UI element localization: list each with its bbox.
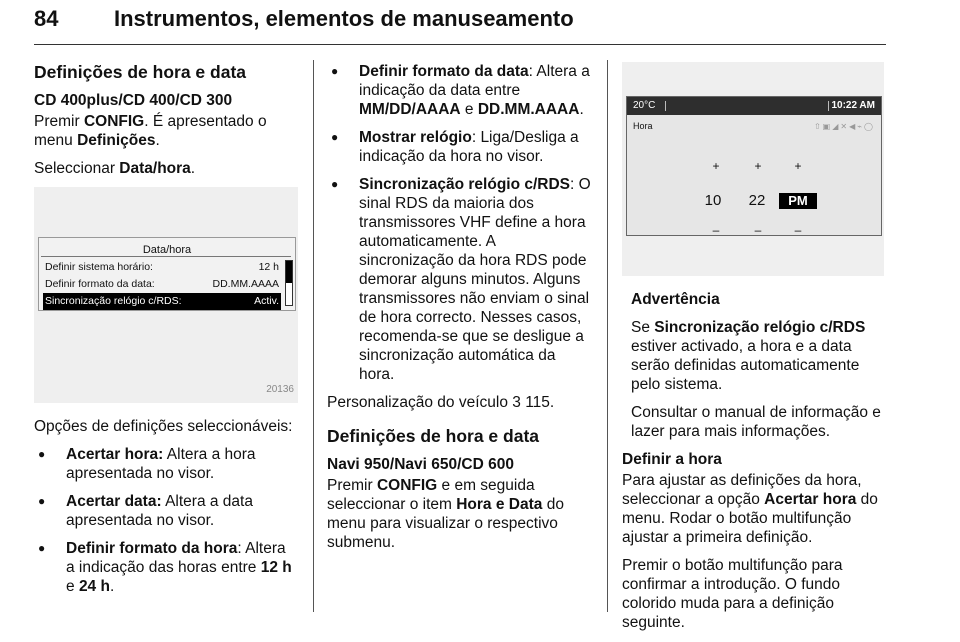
cross-reference [327, 393, 593, 412]
column-1 [34, 62, 298, 605]
list-item [327, 62, 593, 119]
keyword: MM/DD/AAAA [359, 101, 461, 118]
keyword: Data/hora [119, 160, 191, 177]
text: Altera a data apresentada no visor. [66, 493, 253, 529]
keyword: Definições [77, 132, 156, 149]
text: Para ajustar as definições da hora, seleccionar a opção [622, 472, 862, 508]
scrollbar-thumb [286, 261, 292, 283]
menu-row-label: Definir formato da data: [45, 278, 155, 290]
menu-row-label: Definir sistema horário: [45, 261, 153, 273]
display-screen [626, 96, 882, 236]
ampm-minus-icon: – [794, 223, 802, 237]
divider [665, 101, 666, 111]
text: e [66, 578, 79, 595]
paragraph: Premir o botão multifunção para confirmar a introdução. O fundo colorido muda para a definição seguinte. [622, 557, 843, 631]
sub-heading: CD 400plus/CD 400/CD 300 [34, 92, 233, 109]
warning-box [622, 290, 888, 441]
clock-readout: 10:22 AM [831, 100, 875, 111]
text: estiver activado, a hora e a data serão definidas automaticamente pelo sistema. [631, 338, 860, 393]
column-2 [327, 62, 593, 561]
figure-time-setting [622, 62, 884, 276]
options-list [327, 62, 593, 384]
text: : Liga/Desliga a indicação da hora no visor. [359, 129, 579, 165]
keyword: Definir formato da hora [66, 540, 238, 557]
paragraph [34, 112, 298, 150]
status-icons: ⇧▣◢✕◀⌁◯ [813, 122, 875, 131]
text: Premir [34, 113, 84, 130]
screen-title: Data/hora [142, 244, 192, 256]
menu-row-value: 12 h [258, 261, 279, 273]
keyword: Hora e Data [456, 496, 543, 513]
keyword: 24 h [78, 578, 110, 595]
column-divider-2 [607, 60, 608, 612]
warning-title: Advertência [631, 291, 720, 308]
status-bar [627, 97, 881, 115]
list-item [34, 492, 298, 530]
list-item [34, 445, 298, 483]
text: do menu para visualizar o respectivo submenu. [327, 496, 564, 551]
keyword: 12 h [260, 559, 292, 576]
temperature-readout: 20°C [633, 100, 656, 111]
screen-label: Hora [633, 121, 653, 131]
list-item [327, 128, 593, 166]
text: Premir [327, 477, 377, 494]
page-header [34, 6, 886, 44]
keyword: CONFIG [83, 113, 145, 130]
text: Se [631, 319, 655, 336]
text: 115. [520, 394, 555, 411]
text: . [109, 578, 115, 595]
section-heading: Definições de hora e data [327, 426, 540, 446]
display-screen [38, 237, 296, 311]
text: Altera a hora apresentada no visor. [66, 446, 256, 482]
minute-plus-icon: + [754, 159, 762, 173]
menu-row-value: Activ. [254, 295, 279, 307]
menu-row [43, 259, 281, 276]
keyword: Acertar hora: [66, 446, 164, 463]
ampm-plus-icon: + [794, 159, 802, 173]
text: . [190, 160, 196, 177]
reference-arrow-icon: 3 [512, 394, 521, 411]
list-item [327, 175, 593, 384]
figure-date-time-menu [34, 187, 298, 403]
keyword: DD.MM.AAAA [477, 101, 580, 118]
keyword: Mostrar relógio [359, 129, 472, 146]
text: . [579, 101, 584, 118]
hour-plus-icon: + [712, 159, 720, 173]
menu-row-selected [43, 293, 281, 310]
text: : Altera a indicação da data entre [359, 63, 590, 99]
paragraph [631, 318, 888, 394]
keyword: Sincronização relógio c/RDS [654, 319, 866, 336]
keyword: CONFIG [376, 477, 438, 494]
menu-row-value: DD.MM.AAAA [212, 278, 279, 290]
figure-code: 20136 [266, 384, 294, 395]
text: Seleccionar [34, 160, 120, 177]
text: e [460, 101, 478, 118]
column-divider-1 [313, 60, 314, 612]
menu-row [43, 276, 281, 293]
paragraph [327, 476, 593, 552]
list-item [34, 539, 298, 596]
keyword: Definir formato da data [359, 63, 529, 80]
options-list [34, 445, 298, 596]
keyword: Acertar data: [66, 493, 162, 510]
minute-minus-icon: – [754, 223, 762, 237]
ampm-value: PM [779, 193, 817, 209]
text: do menu. Rodar o botão multifunção ajustar a primeira definição. [622, 491, 878, 546]
header-rule [34, 44, 886, 45]
screen-separator [41, 256, 291, 257]
keyword: Sincronização relógio c/RDS [359, 176, 571, 193]
divider [828, 101, 829, 111]
sub-heading: Definir a hora [622, 451, 722, 468]
minute-value: 22 [748, 192, 766, 209]
text: Personalização do veículo [327, 394, 513, 411]
scrollbar [285, 260, 293, 306]
hour-minus-icon: – [712, 223, 720, 237]
text: . [155, 132, 160, 149]
menu-row-label: Sincronização relógio c/RDS: [45, 295, 182, 307]
page-title: Instrumentos, elementos de manuseamento [114, 6, 574, 31]
text: : Altera a indicação das horas entre [66, 540, 286, 576]
section-heading: Definições de hora e data [34, 62, 247, 82]
sub-heading: Navi 950/Navi 650/CD 600 [327, 456, 514, 473]
text: : O sinal RDS da maioria dos transmissores VHF define a hora automaticamente. A sincronização da hora RDS pode demorar alguns minutos. Alguns transmissores não enviam o sinal de hora correcto. Nesses casos, recomenda-se que se desligue a sincronização automática da hora. [359, 176, 591, 383]
text: e em seguida seleccionar o item [327, 477, 535, 513]
page-number: 84 [34, 6, 59, 31]
keyword: Acertar hora [764, 491, 857, 508]
hour-value: 10 [704, 192, 722, 209]
paragraph [622, 471, 888, 547]
paragraph: Opções de definições seleccionáveis: [34, 418, 293, 435]
paragraph: Consultar o manual de informação e lazer para mais informações. [631, 404, 881, 440]
text: . É apresentado o menu [34, 113, 267, 149]
paragraph [34, 159, 298, 178]
column-3 [622, 62, 888, 641]
